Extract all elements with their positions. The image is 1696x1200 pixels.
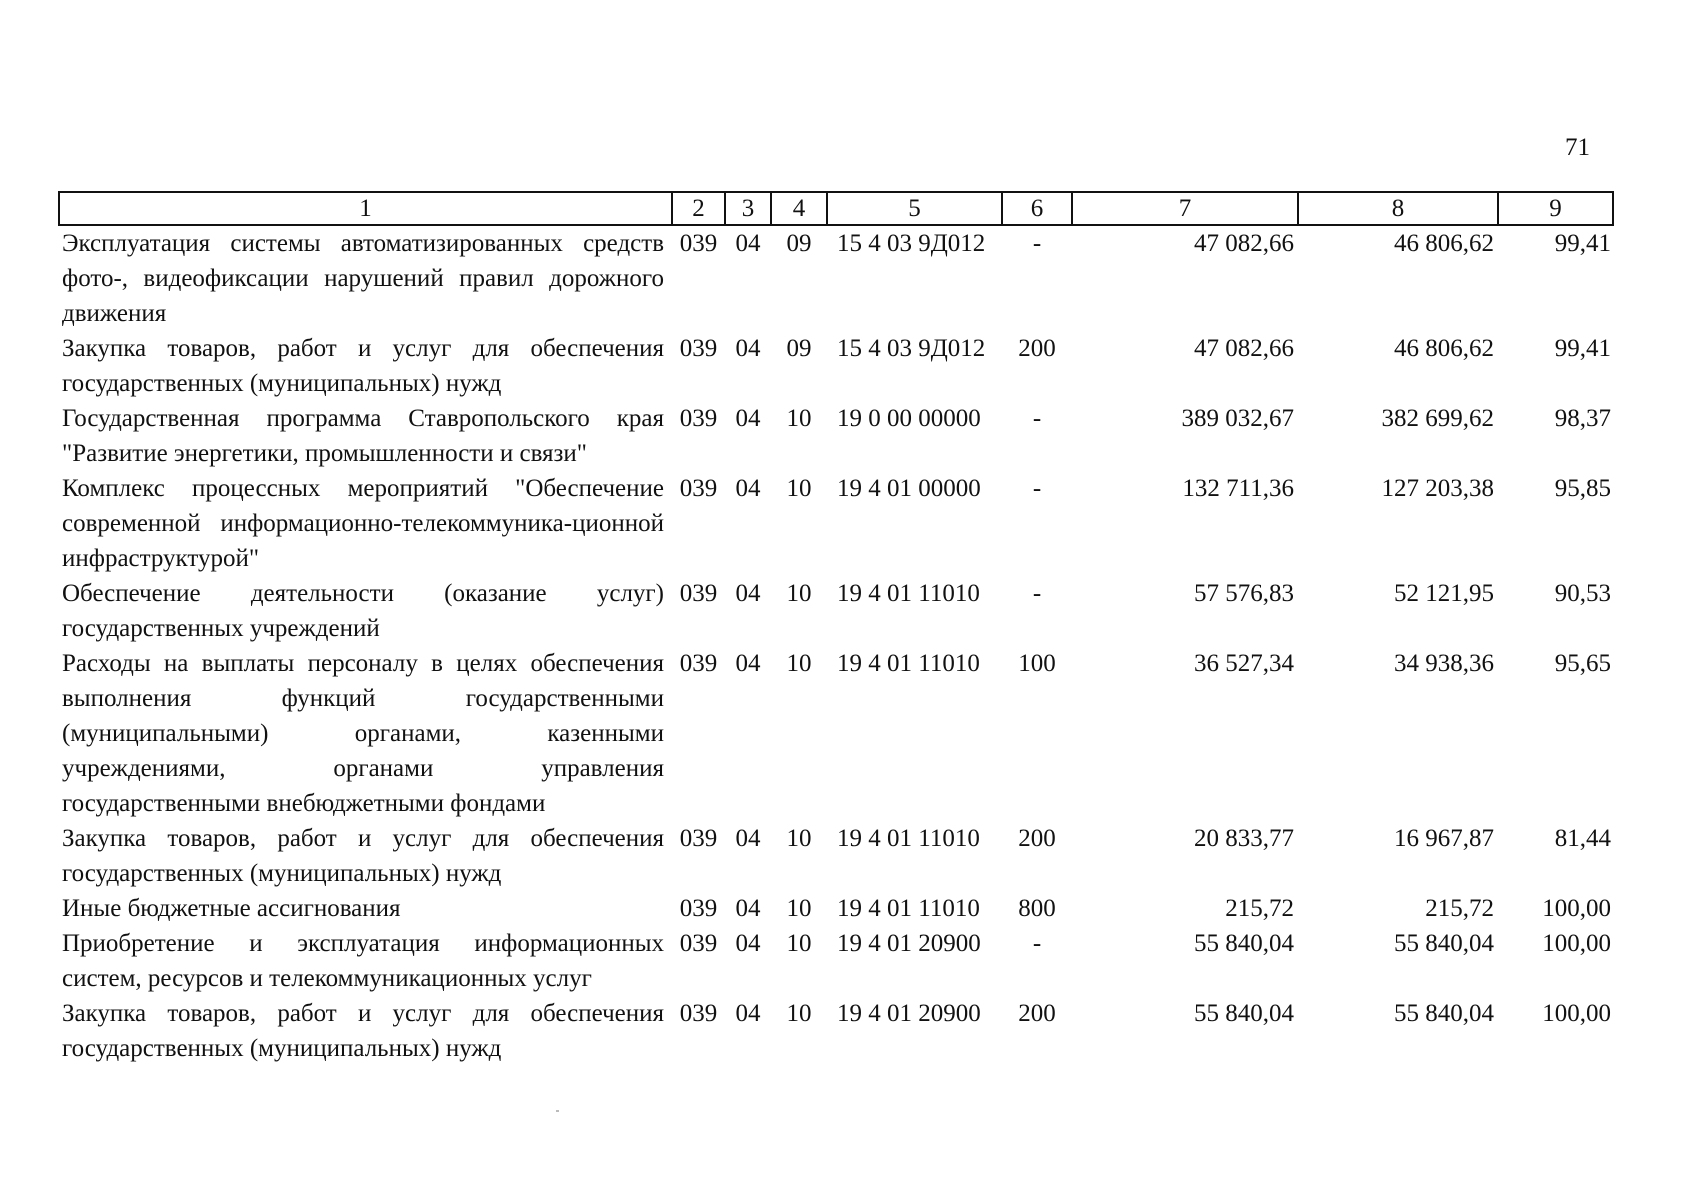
expense-type-cell: - (1032, 230, 1042, 257)
column-header: 3 (725, 192, 771, 225)
ministry-code-cell: 039 (679, 895, 718, 922)
expense-name-cell: Закупка товаров, работ и услуг для обеспечения государственных (муниципальных) нужд (62, 825, 664, 887)
section-code-cell: 04 (735, 930, 761, 957)
target-article-cell: 19 4 01 11010 (837, 650, 980, 677)
executed-amount-cell: 46 806,62 (1394, 230, 1494, 257)
planned-amount-cell: 47 082,66 (1194, 335, 1294, 362)
target-article-cell: 19 4 01 00000 (837, 475, 981, 502)
execution-percent-cell: 90,53 (1554, 580, 1611, 607)
expense-name-cell: Расходы на выплаты персоналу в целях обеспечения выполнения функций государственными (муниципальными) органами, казенными учреждениями, органами управления государственными внебюджетными фондами (62, 650, 664, 817)
execution-percent-cell: 98,37 (1554, 405, 1611, 432)
target-article-cell: 15 4 03 9Д012 (837, 230, 986, 257)
expense-type-cell: - (1032, 475, 1042, 502)
expense-name-cell: Иные бюджетные ассигнования (62, 895, 401, 922)
expense-name-cell: Приобретение и эксплуатация информационных систем, ресурсов и телекоммуникационных услуг (62, 930, 664, 992)
section-code-cell: 04 (735, 335, 761, 362)
target-article-cell: 19 4 01 11010 (837, 895, 980, 922)
section-code-cell: 04 (735, 650, 761, 677)
executed-amount-cell: 55 840,04 (1394, 1000, 1494, 1027)
ministry-code-cell: 039 (679, 405, 718, 432)
table-row (59, 331, 1613, 401)
expense-name-cell: Обеспечение деятельности (оказание услуг) государственных учреждений (62, 580, 664, 642)
subsection-code-cell: 10 (786, 895, 812, 922)
expense-type-cell: 200 (1018, 1000, 1056, 1027)
column-header: 4 (771, 192, 827, 225)
execution-percent-cell: 100,00 (1542, 1000, 1611, 1027)
ministry-code-cell: 039 (679, 230, 718, 257)
expense-type-cell: 200 (1018, 825, 1056, 852)
execution-percent-cell: 95,65 (1554, 650, 1611, 677)
section-code-cell: 04 (735, 230, 761, 257)
planned-amount-cell: 389 032,67 (1181, 405, 1294, 432)
section-code-cell: 04 (735, 895, 761, 922)
expense-name-cell: Государственная программа Ставропольского края "Развитие энергетики, промышленности и связи" (62, 405, 664, 467)
target-article-cell: 19 4 01 11010 (837, 580, 980, 607)
column-header: 7 (1072, 192, 1298, 225)
column-header: 2 (672, 192, 725, 225)
planned-amount-cell: 55 840,04 (1194, 1000, 1294, 1027)
table-row (59, 891, 1613, 926)
column-header: 5 (827, 192, 1002, 225)
executed-amount-cell: 215,72 (1425, 895, 1494, 922)
execution-percent-cell: 100,00 (1542, 895, 1611, 922)
ministry-code-cell: 039 (679, 335, 718, 362)
scan-artifact (556, 1110, 559, 1112)
execution-percent-cell: 99,41 (1554, 335, 1611, 362)
ministry-code-cell: 039 (679, 1000, 718, 1027)
subsection-code-cell: 10 (786, 580, 812, 607)
expense-type-cell: 800 (1018, 895, 1056, 922)
target-article-cell: 19 0 00 00000 (837, 405, 981, 432)
table-row (59, 996, 1613, 1066)
expense-type-cell: - (1032, 930, 1042, 957)
target-article-cell: 19 4 01 20900 (837, 930, 981, 957)
executed-amount-cell: 382 699,62 (1381, 405, 1494, 432)
section-code-cell: 04 (735, 580, 761, 607)
page-number: 71 (1565, 134, 1590, 161)
subsection-code-cell: 10 (786, 405, 812, 432)
ministry-code-cell: 039 (679, 930, 718, 957)
column-header: 1 (59, 192, 672, 225)
executed-amount-cell: 46 806,62 (1394, 335, 1494, 362)
subsection-code-cell: 10 (786, 475, 812, 502)
subsection-code-cell: 10 (786, 1000, 812, 1027)
executed-amount-cell: 127 203,38 (1381, 475, 1494, 502)
expense-name-cell: Закупка товаров, работ и услуг для обеспечения государственных (муниципальных) нужд (62, 335, 664, 397)
table-row (59, 576, 1613, 646)
subsection-code-cell: 09 (786, 230, 812, 257)
section-code-cell: 04 (735, 1000, 761, 1027)
table-row (59, 646, 1613, 821)
planned-amount-cell: 47 082,66 (1194, 230, 1294, 257)
column-header: 9 (1498, 192, 1613, 225)
ministry-code-cell: 039 (679, 580, 718, 607)
planned-amount-cell: 36 527,34 (1194, 650, 1294, 677)
target-article-cell: 15 4 03 9Д012 (837, 335, 986, 362)
subsection-code-cell: 10 (786, 650, 812, 677)
subsection-code-cell: 10 (786, 825, 812, 852)
ministry-code-cell: 039 (679, 650, 718, 677)
expense-name-cell: Закупка товаров, работ и услуг для обеспечения государственных (муниципальных) нужд (62, 1000, 664, 1062)
target-article-cell: 19 4 01 20900 (837, 1000, 981, 1027)
table-row (59, 401, 1613, 471)
expense-type-cell: - (1032, 405, 1042, 432)
table-row (59, 821, 1613, 891)
expense-type-cell: 200 (1018, 335, 1056, 362)
ministry-code-cell: 039 (679, 825, 718, 852)
expense-type-cell: - (1032, 580, 1042, 607)
column-header: 8 (1298, 192, 1498, 225)
execution-percent-cell: 100,00 (1542, 930, 1611, 957)
planned-amount-cell: 132 711,36 (1182, 475, 1294, 502)
planned-amount-cell: 55 840,04 (1194, 930, 1294, 957)
executed-amount-cell: 34 938,36 (1394, 650, 1494, 677)
executed-amount-cell: 55 840,04 (1394, 930, 1494, 957)
planned-amount-cell: 57 576,83 (1194, 580, 1294, 607)
execution-percent-cell: 81,44 (1554, 825, 1611, 852)
section-code-cell: 04 (735, 825, 761, 852)
subsection-code-cell: 10 (786, 930, 812, 957)
planned-amount-cell: 215,72 (1225, 895, 1294, 922)
expense-name-cell: Эксплуатация системы автоматизированных средств фото-, видеофиксации нарушений правил дорожного движения (62, 230, 664, 327)
execution-percent-cell: 95,85 (1554, 475, 1611, 502)
table-row (59, 926, 1613, 996)
section-code-cell: 04 (735, 475, 761, 502)
expense-type-cell: 100 (1018, 650, 1056, 677)
table-header-row (59, 192, 1613, 225)
expense-name-cell: Комплекс процессных мероприятий "Обеспечение современной информационно-телекоммуника-ционной инфраструктурой" (62, 475, 664, 572)
executed-amount-cell: 16 967,87 (1394, 825, 1494, 852)
execution-percent-cell: 99,41 (1554, 230, 1611, 257)
section-code-cell: 04 (735, 405, 761, 432)
subsection-code-cell: 09 (786, 335, 812, 362)
table-row (59, 471, 1613, 576)
planned-amount-cell: 20 833,77 (1194, 825, 1294, 852)
executed-amount-cell: 52 121,95 (1394, 580, 1494, 607)
target-article-cell: 19 4 01 11010 (837, 825, 980, 852)
ministry-code-cell: 039 (679, 475, 718, 502)
table-row (59, 225, 1613, 331)
budget-table (58, 191, 1614, 1066)
column-header: 6 (1002, 192, 1072, 225)
